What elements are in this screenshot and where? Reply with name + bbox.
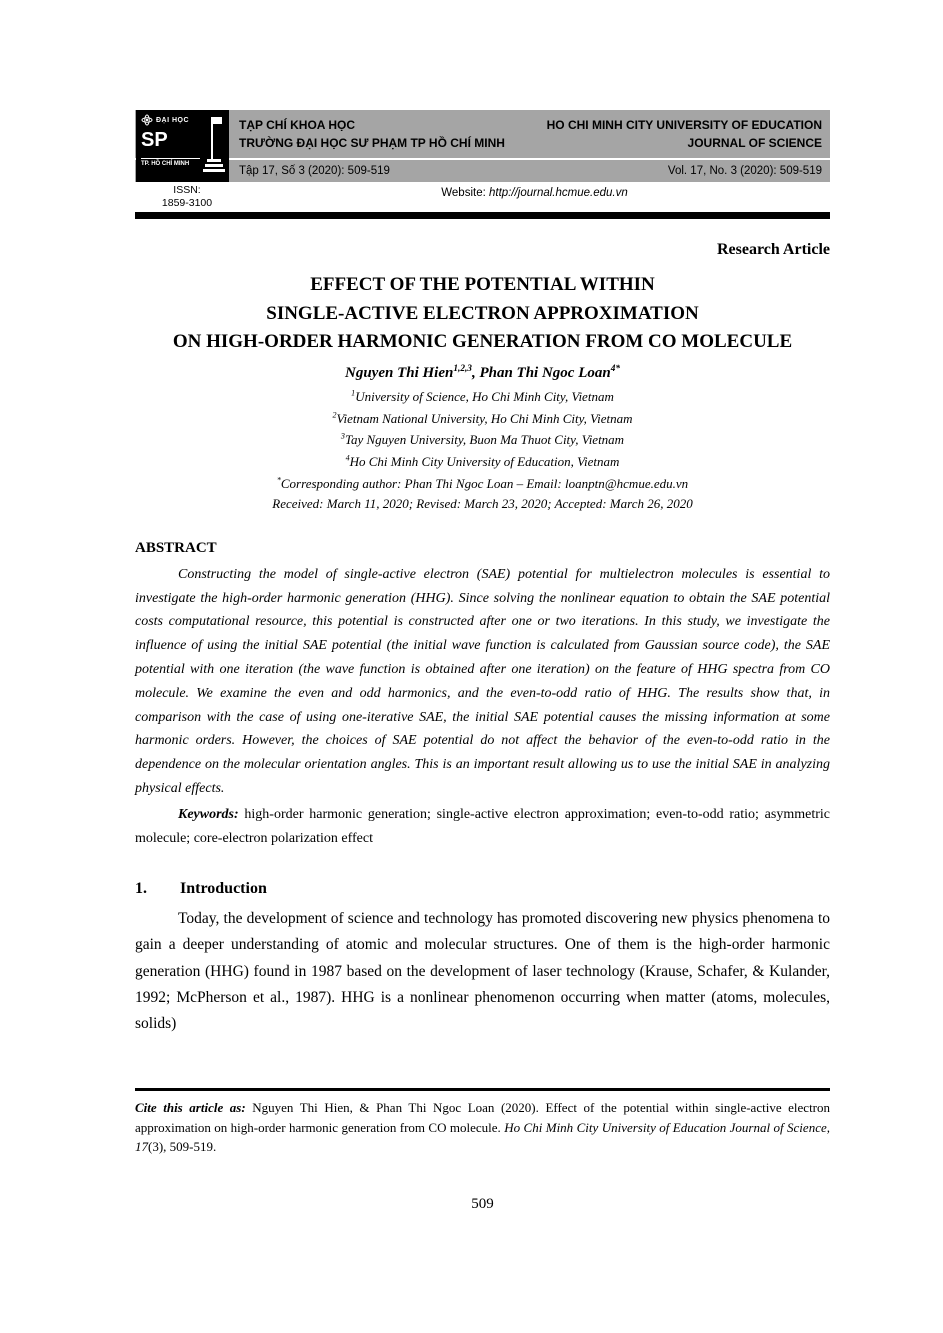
website-label: Website: [441,187,486,199]
journal-name-en-line1: HO CHI MINH CITY UNIVERSITY OF EDUCATION [546,118,822,132]
logo-daihoc-label: ĐẠI HỌC [156,116,190,124]
affiliation-1-text: University of Science, Ho Chi Minh City, Vietnam [355,388,614,404]
issn-value: 1859-3100 [161,197,213,210]
affiliation-3-sup: 3 [340,432,345,442]
affiliation-4-text: Ho Chi Minh City University of Education, Vietnam [349,454,620,470]
keywords-label: Keywords: [178,806,239,822]
introduction-paragraph: Today, the development of science and technology has promoted discovering new physics phenomena to gain a deeper understanding of atomic and molecular structures. One of them is the high-order harmonic generation (HHG) found in 1987 based on the development of laser technology (Krause, Schafer, & Kulander, 1992; McPherson et al., 1987). HHG is a nonlinear phenomenon occurring when matter (atoms, molecules, solids) [135,910,830,1032]
website-url: http://journal.hcmue.edu.vn [489,187,628,199]
cite-text: Nguyen Thi Hien, & Phan Thi Ngoc Loan (2020). Effect of the potential within single-active electron approximation on high-order harmonic generation from CO molecule. [135,1100,831,1135]
corresponding-text: Corresponding author: Phan Thi Ngoc Loan – Email: loanptn@hcmue.edu.vn [280,476,689,492]
affiliation-1-sup: 1 [351,388,356,398]
title-line-2: SINGLE-ACTIVE ELECTRON APPROXIMATION [266,302,699,324]
affiliation-2-sup: 2 [332,410,337,420]
journal-logo [136,110,229,182]
article-type-label: Research Article [717,241,830,259]
affiliation-2-text: Vietnam National University, Ho Chi Minh City, Vietnam [336,410,633,426]
journal-name-english [547,116,822,152]
article-dates: Received: March 11, 2020; Revised: March 23, 2020; Accepted: March 26, 2020 [272,495,693,511]
keywords-text: high-order harmonic generation; single-active electron approximation; even-to-odd ratio; asymmetric molecule; core-electron polarization effect [135,806,830,846]
affiliations [135,386,830,495]
website-line [239,184,830,199]
section-number: 1. [135,880,147,898]
journal-banner [135,110,830,219]
corresponding-author-line [135,473,830,495]
title-line-1: EFFECT OF THE POTENTIAL WITHIN [310,274,655,296]
page-content [135,0,830,1037]
author-1: Nguyen Thi Hien [345,364,454,381]
volume-info-vietnamese: Tập 17, Số 3 (2020): 509-519 [239,165,390,177]
affiliation-2 [135,408,830,430]
title-line-3: ON HIGH-ORDER HARMONIC GENERATION FROM CO MOLECULE [172,331,793,353]
logo-sp-label: SP [141,129,168,151]
issn-block [135,184,239,210]
atom-icon [141,114,153,126]
author-2-affil-sup: 4* [610,363,620,374]
journal-name-vi-line2: TRƯỜNG ĐẠI HỌC SƯ PHẠM TP HỒ CHÍ MINH [239,136,505,150]
journal-name-vietnamese [239,116,505,152]
banner-volume-row [135,160,830,182]
affiliation-3 [135,429,830,451]
affiliation-4-sup: 4 [345,453,350,463]
page-number: 509 [471,1196,494,1212]
logo-text-block [141,114,200,179]
journal-name-en-line2: JOURNAL OF SCIENCE [687,136,822,150]
citation-footnote [135,1088,830,1157]
banner-issn-row [135,182,830,210]
logo-city-label: TP. HỒ CHÍ MINH [141,158,200,167]
article-title [135,271,830,357]
abstract-text: Constructing the model of single-active electron (SAE) potential for multielectron molecules is essential to investigate the high-order harmonic generation (HHG). Since solving the nonlinear equation to obtain the SAE potential costs computational resource, this potential is constructed after one or two iterations. In this study, we investigate the influence of using the initial SAE potential (the initial wave function is calculated from Gaussian source code), the SAE potential with one iteration (the wave function is obtained after one iteration) on the feature of HHG spectra from CO molecule. We examine the even and odd harmonics, and the even-to-odd ratio of HHG. The results show that, in comparison with the case of using one-iterative SAE, the initial SAE potential causes the missing information at some harmonic orders. However, the choices of SAE potential do not affect the behavior of the even-to-odd ratio in the dependence on the molecular orientation angles. This is an important result allowing us to use the initial SAE in analyzing physical effects. [135,566,830,797]
keywords-line [135,803,830,851]
cite-label: Cite this article as: [135,1100,246,1115]
tower-icon [202,115,226,173]
banner-divider-bar [135,212,830,219]
section-heading-introduction [135,880,830,898]
corresponding-sup: * [276,475,281,485]
cite-journal-name: Ho Chi Minh City University of Education Journal of Science, 17 [135,1119,830,1154]
affiliation-3-text: Tay Nguyen University, Buon Ma Thuot City, Vietnam [344,432,625,448]
banner-journal-names [135,110,830,158]
journal-name-vi-line1: TẠP CHÍ KHOA HỌC [239,118,356,132]
affiliation-1 [135,386,830,408]
cite-pages: (3), 509-519. [148,1139,217,1154]
author-2: Phan Thi Ngoc Loan [479,364,611,381]
section-title: Introduction [180,880,267,898]
authors-line [135,365,830,382]
volume-info-english: Vol. 17, No. 3 (2020): 509-519 [667,165,822,177]
author-1-affil-sup: 1,2,3 [453,363,472,374]
abstract-heading: ABSTRACT [135,539,217,556]
author-separator: , [471,364,480,381]
affiliation-4 [135,451,830,473]
issn-label: ISSN: [173,184,201,196]
